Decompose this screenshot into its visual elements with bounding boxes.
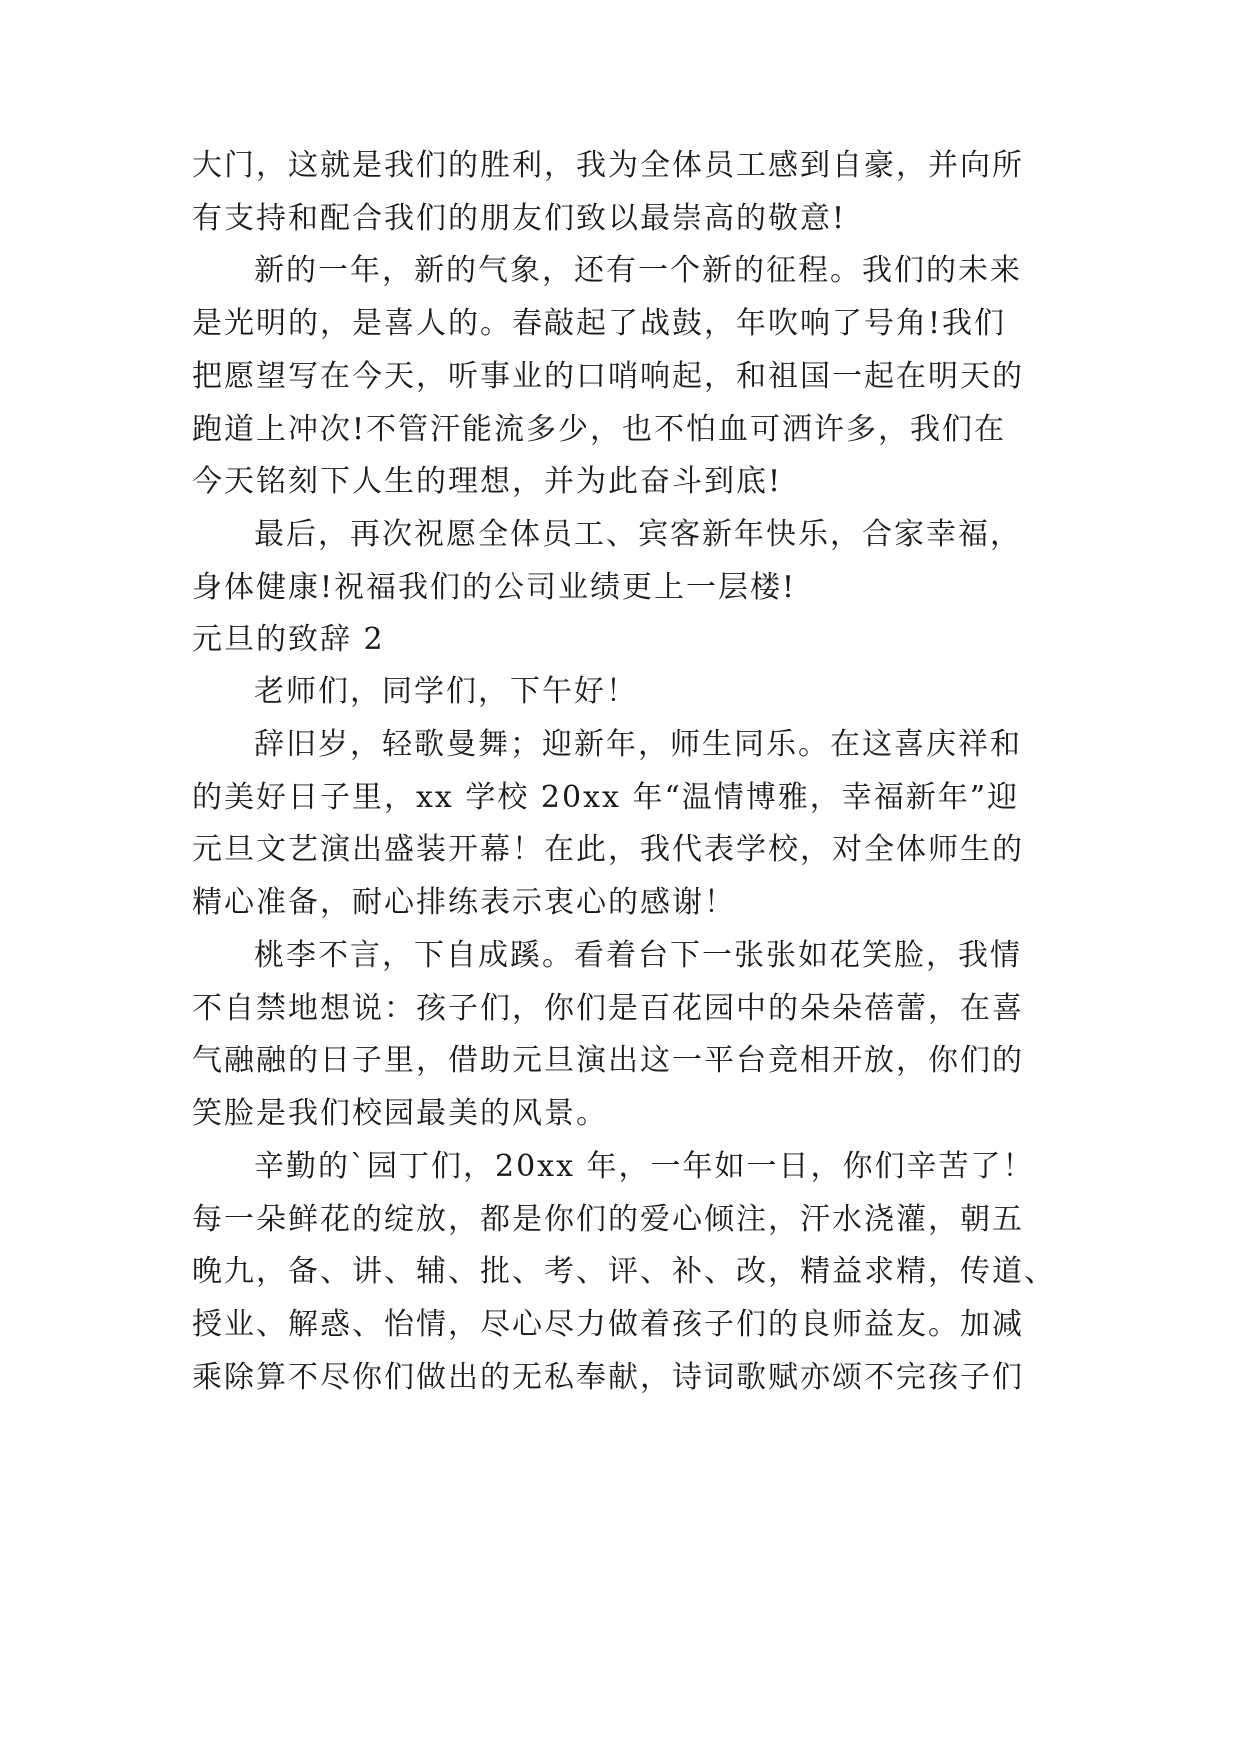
text-line: 今天铭刻下人生的理想，并为此奋斗到底! [192, 464, 783, 499]
text-line: 授业、解惑、怡情，尽心尽力做着孩子们的良师益友。加减 [192, 1307, 1024, 1342]
text-line: 每一朵鲜花的绽放，都是你们的爱心倾注，汗水浇灌，朝五 [192, 1202, 1024, 1237]
text-line: 乘除算不尽你们做出的无私奉献，诗词歌赋亦颂不完孩子们 [192, 1360, 1024, 1395]
text-line: 精心准备，耐心排练表示衷心的感谢！ [192, 885, 736, 920]
text-line: 的美好日子里，xx 学校 20xx 年“温情博雅，幸福新年”迎 [192, 780, 1020, 815]
paragraph-start-line: 桃李不言，下自成蹊。看着台下一张张如花笑脸，我情 [254, 938, 1022, 973]
paragraph-start-line: 新的一年，新的气象，还有一个新的征程。我们的未来 [254, 253, 1022, 288]
text-line: 把愿望写在今天，听事业的口哨响起，和祖国一起在明天的 [192, 359, 1024, 394]
text-line: 跑道上冲次!不管汗能流多少，也不怕血可洒许多，我们在 [192, 412, 1007, 447]
text-line: 是光明的，是喜人的。春敲起了战鼓，年吹响了号角!我们 [192, 306, 1007, 341]
text-line: 气融融的日子里，借助元旦演出这一平台竞相开放，你们的 [192, 1043, 1024, 1078]
paragraph-start-line: 辛勤的`园丁们，20xx 年，一年如一日，你们辛苦了！ [254, 1149, 1035, 1184]
paragraph-start-line: 辞旧岁，轻歌曼舞；迎新年，师生同乐。在这喜庆祥和 [254, 727, 1022, 762]
text-line: 大门，这就是我们的胜利，我为全体员工感到自豪，并向所 [192, 148, 1024, 183]
text-line: 元旦文艺演出盛装开幕！在此，我代表学校，对全体师生的 [192, 832, 1024, 867]
greeting-line: 老师们，同学们，下午好！ [254, 674, 638, 709]
section-heading: 元旦的致辞 2 [192, 622, 385, 657]
paragraph-start-line: 最后，再次祝愿全体员工、宾客新年快乐，合家幸福， [254, 517, 1022, 552]
text-line: 晚九，备、讲、辅、批、考、评、补、改，精益求精，传道、 [192, 1254, 1056, 1289]
text-line: 有支持和配合我们的朋友们致以最崇高的敬意! [192, 201, 847, 236]
text-line: 不自禁地想说：孩子们，你们是百花园中的朵朵蓓蕾，在喜 [192, 991, 1024, 1026]
text-line: 笑脸是我们校园最美的风景。 [192, 1096, 608, 1131]
text-line: 身体健康!祝福我们的公司业绩更上一层楼! [192, 570, 797, 605]
